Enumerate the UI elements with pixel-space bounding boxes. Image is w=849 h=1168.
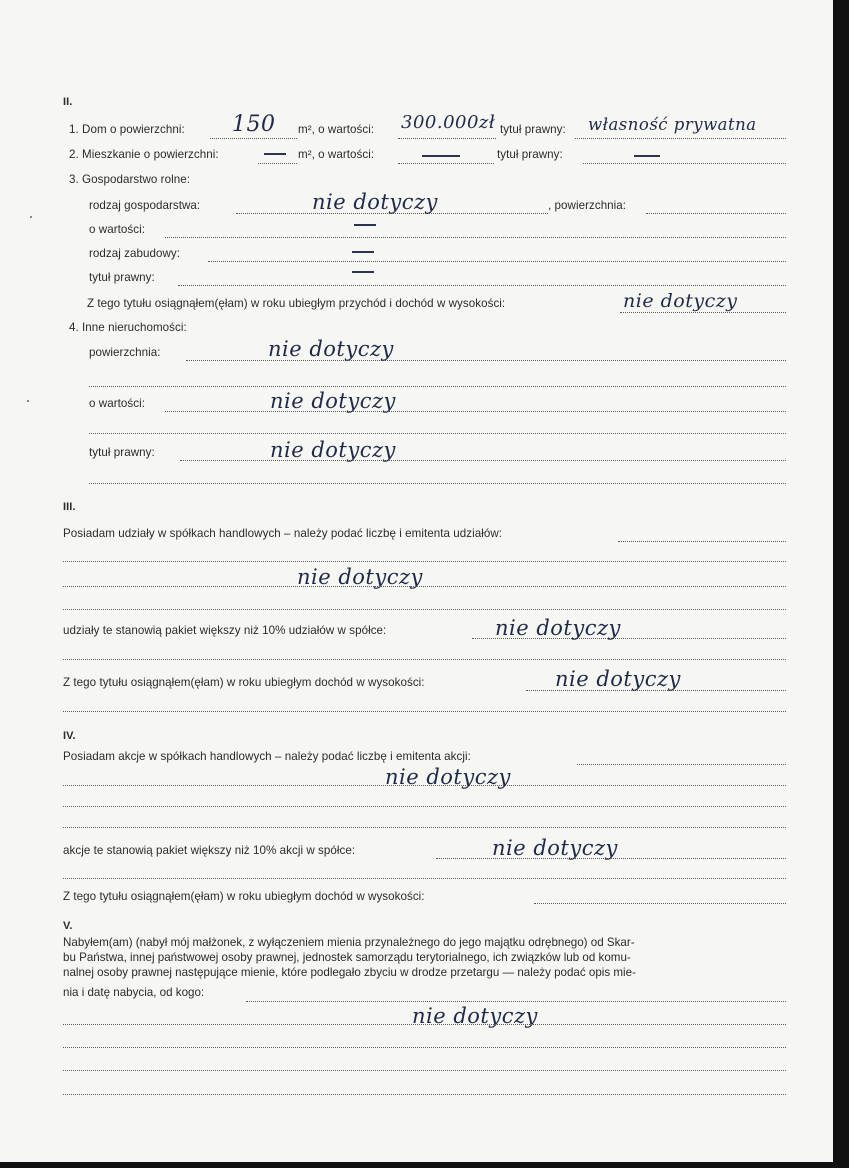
acquisition-line-3: nalnej osoby prawnej następujące mienie, które podlegało zbyciu w drodze przetargu — należy podać opis mie- bbox=[63, 966, 636, 980]
acquisition-line-4: nia i datę nabycia, od kogo: bbox=[63, 985, 205, 999]
other-area-line-2 bbox=[89, 386, 786, 387]
scan-speck bbox=[27, 400, 29, 402]
shares-pct-value: nie dotyczy bbox=[495, 616, 621, 640]
scan-border-right bbox=[833, 0, 849, 1168]
flat-value-line bbox=[398, 163, 494, 164]
house-title-value: własność prywatna bbox=[588, 115, 757, 134]
acquisition-line-d bbox=[63, 1070, 786, 1071]
section-iv-heading: IV. bbox=[63, 730, 76, 742]
acquisition-line-b bbox=[63, 1024, 786, 1025]
flat-title-dash bbox=[634, 155, 660, 157]
flat-title-line bbox=[583, 163, 786, 164]
farm-type-value: nie dotyczy bbox=[312, 190, 438, 214]
flat-area-dash bbox=[264, 153, 286, 155]
farm-value-line bbox=[165, 237, 786, 238]
acquisition-line-c bbox=[63, 1047, 786, 1048]
farm-income-label: Z tego tytułu osiągnąłem(ęłam) w roku ubiegłym przychód i dochód w wysokości: bbox=[87, 297, 506, 310]
section-ii-heading: II. bbox=[63, 96, 73, 108]
other-value-value: nie dotyczy bbox=[270, 389, 396, 413]
section-v-heading: V. bbox=[63, 920, 73, 932]
flat-area-line bbox=[258, 163, 297, 164]
stock-value: nie dotyczy bbox=[385, 765, 511, 789]
house-area-value: 150 bbox=[232, 112, 276, 137]
farm-area-label: , powierzchnia: bbox=[548, 199, 627, 212]
shares-line-3 bbox=[63, 586, 786, 587]
farm-income-value: nie dotyczy bbox=[623, 290, 738, 312]
farm-type-label: rodzaj gospodarstwa: bbox=[89, 199, 201, 212]
farm-income-line bbox=[620, 312, 786, 313]
flat-value-dash bbox=[422, 155, 460, 157]
flat-area-label: 2. Mieszkanie o powierzchni: bbox=[69, 148, 219, 161]
other-title-label: tytuł prawny: bbox=[89, 446, 155, 459]
shares-label: Posiadam udziały w spółkach handlowych – należy podać liczbę i emitenta udziałów: bbox=[63, 527, 503, 540]
shares-line-2 bbox=[63, 561, 786, 562]
farm-title-label: tytuł prawny: bbox=[89, 271, 155, 284]
acquisition-value: nie dotyczy bbox=[412, 1004, 538, 1028]
acquisition-line-a bbox=[246, 1001, 786, 1002]
stock-line-2 bbox=[63, 785, 786, 786]
farm-value-label: o wartości: bbox=[89, 223, 145, 236]
acquisition-line-e bbox=[63, 1094, 786, 1095]
acquisition-paragraph bbox=[63, 935, 636, 1000]
farm-title-dash bbox=[352, 271, 374, 273]
acquisition-line-2: bu Państwa, innej państwowej osoby prawnej, jednostek samorządu terytorialnego, ich związków lub od komu- bbox=[63, 951, 631, 965]
other-value-line-2 bbox=[89, 433, 786, 434]
stock-label: Posiadam akcje w spółkach handlowych – należy podać liczbę i emitenta akcji: bbox=[63, 750, 471, 763]
house-title-line bbox=[575, 138, 786, 139]
stock-income-label: Z tego tytułu osiągnąłem(ęłam) w roku ubiegłym dochód w wysokości: bbox=[63, 890, 425, 903]
house-area-label: 1. Dom o powierzchni: bbox=[69, 123, 185, 136]
shares-value: nie dotyczy bbox=[297, 565, 423, 589]
shares-line-4 bbox=[63, 609, 786, 610]
other-title-line-2 bbox=[89, 483, 786, 484]
house-value-line bbox=[398, 138, 496, 139]
farm-label: 3. Gospodarstwo rolne: bbox=[69, 173, 190, 186]
scan-border-bottom bbox=[0, 1162, 849, 1168]
other-area-label: powierzchnia: bbox=[89, 346, 161, 359]
farm-building-label: rodzaj zabudowy: bbox=[89, 247, 181, 260]
house-area-line bbox=[210, 138, 297, 139]
farm-building-line bbox=[208, 261, 786, 262]
section-iii-heading: III. bbox=[63, 501, 76, 513]
shares-pct-line-2 bbox=[63, 659, 786, 660]
shares-pct-label: udziały te stanowią pakiet większy niż 10% udziałów w spółce: bbox=[63, 624, 387, 637]
flat-value-label: m², o wartości: bbox=[298, 148, 375, 161]
acquisition-line-1: Nabyłem(am) (nabył mój małżonek, z wyłączeniem mienia przynależnego do jego majątku odrębnego) od Skar- bbox=[63, 936, 635, 949]
shares-income-label: Z tego tytułu osiągnąłem(ęłam) w roku ubiegłym dochód w wysokości: bbox=[63, 676, 425, 689]
other-value-label: o wartości: bbox=[89, 397, 145, 410]
flat-title-label: tytuł prawny: bbox=[497, 148, 563, 161]
scan-speck bbox=[30, 216, 32, 218]
stock-line-4 bbox=[63, 827, 786, 828]
farm-value-dash bbox=[354, 224, 376, 226]
farm-building-dash bbox=[352, 251, 374, 253]
farm-title-line bbox=[178, 285, 786, 286]
farm-area-line bbox=[646, 213, 786, 214]
house-title-label: tytuł prawny: bbox=[500, 123, 566, 136]
shares-income-line-2 bbox=[63, 711, 786, 712]
other-value-line bbox=[165, 411, 786, 412]
stock-line-1 bbox=[577, 764, 786, 765]
house-value-value: 300.000zł bbox=[401, 112, 496, 133]
stock-line-3 bbox=[63, 806, 786, 807]
other-title-value: nie dotyczy bbox=[270, 438, 396, 462]
other-area-value: nie dotyczy bbox=[268, 337, 394, 361]
stock-income-line bbox=[534, 903, 786, 904]
stock-pct-line-2 bbox=[63, 878, 786, 879]
house-value-label: m², o wartości: bbox=[298, 123, 375, 136]
shares-line-1 bbox=[618, 541, 786, 542]
shares-income-value: nie dotyczy bbox=[555, 667, 681, 691]
other-property-label: 4. Inne nieruchomości: bbox=[69, 321, 187, 334]
stock-pct-label: akcje te stanowią pakiet większy niż 10% akcji w spółce: bbox=[63, 844, 356, 857]
stock-pct-value: nie dotyczy bbox=[492, 836, 618, 860]
